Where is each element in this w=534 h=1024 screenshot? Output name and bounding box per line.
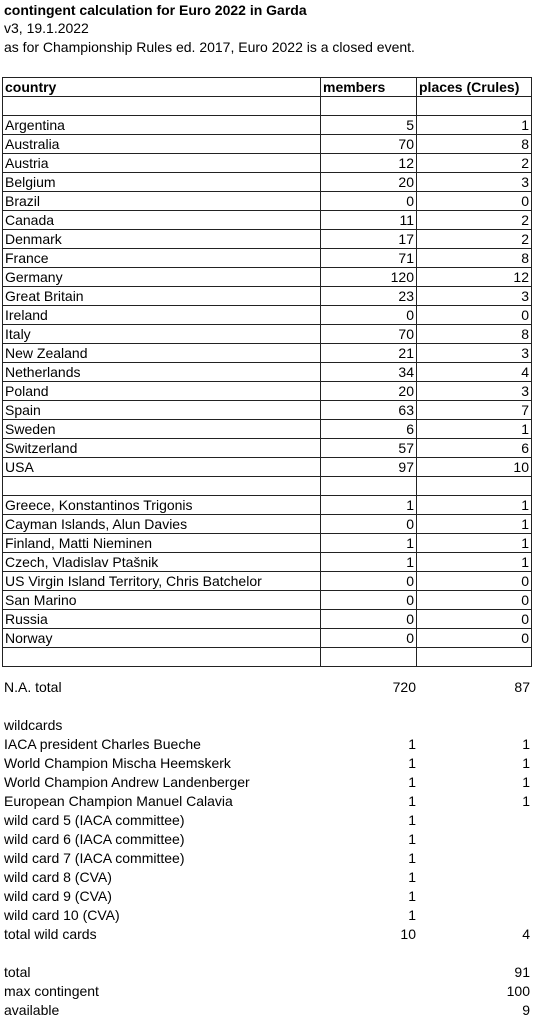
- members-value: 720: [392, 679, 416, 695]
- empty-cell: [417, 97, 532, 116]
- na-total-row: [0, 678, 534, 697]
- contingent-table: [2, 77, 532, 667]
- members-cell: 23: [321, 287, 417, 306]
- table-row: [3, 306, 532, 325]
- wildcard-row: [0, 773, 534, 792]
- members-cell: 20: [321, 173, 417, 192]
- country-cell: Sweden: [3, 420, 321, 439]
- places-value: 87: [514, 679, 530, 695]
- members-cell: 63: [321, 401, 417, 420]
- row-label: N.A. total: [4, 679, 62, 695]
- places-cell: 3: [417, 287, 532, 306]
- members-cell: 5: [321, 116, 417, 135]
- country-cell: Canada: [3, 211, 321, 230]
- table-row: [3, 211, 532, 230]
- wildcard-row: [0, 792, 534, 811]
- places-cell: 4: [417, 363, 532, 382]
- members-cell: 0: [321, 306, 417, 325]
- members-cell: 0: [321, 610, 417, 629]
- col-header-places: places (Crules): [417, 78, 532, 97]
- country-cell: Russia: [3, 610, 321, 629]
- places-cell: 0: [417, 306, 532, 325]
- row-label: World Champion Andrew Landenberger: [4, 774, 250, 790]
- members-cell: 71: [321, 249, 417, 268]
- spacer-row: [3, 97, 532, 116]
- table-row: [3, 382, 532, 401]
- table-row: [3, 439, 532, 458]
- row-label: total: [4, 964, 31, 980]
- members-cell: 120: [321, 268, 417, 287]
- header-row: [3, 78, 532, 97]
- country-cell: Norway: [3, 629, 321, 648]
- places-cell: 10: [417, 458, 532, 477]
- table-row: [3, 496, 532, 515]
- country-cell: Brazil: [3, 192, 321, 211]
- country-cell: Australia: [3, 135, 321, 154]
- table-row: [3, 572, 532, 591]
- members-cell: 57: [321, 439, 417, 458]
- country-cell: Poland: [3, 382, 321, 401]
- country-cell: Argentina: [3, 116, 321, 135]
- country-cell: USA: [3, 458, 321, 477]
- row-label: European Champion Manuel Calavia: [4, 793, 233, 809]
- spacer-row: [3, 648, 532, 667]
- spacer-row: [3, 477, 532, 496]
- country-cell: Switzerland: [3, 439, 321, 458]
- col-header-country: country: [3, 78, 321, 97]
- row-label: wild card 8 (CVA): [4, 869, 112, 885]
- places-value: 9: [522, 1002, 530, 1018]
- row-label: available: [4, 1002, 60, 1018]
- places-cell: 7: [417, 401, 532, 420]
- members-cell: 1: [321, 553, 417, 572]
- country-cell: Italy: [3, 325, 321, 344]
- wildcard-row: [0, 754, 534, 773]
- empty-cell: [3, 648, 321, 667]
- table-row: [3, 230, 532, 249]
- places-value: 1: [522, 774, 530, 790]
- members-value: 1: [408, 907, 416, 923]
- places-cell: 1: [417, 116, 532, 135]
- document-title: contingent calculation for Euro 2022 in Garda: [4, 2, 307, 18]
- places-value: 1: [522, 755, 530, 771]
- table-row: [3, 515, 532, 534]
- places-cell: 12: [417, 268, 532, 287]
- members-value: 1: [408, 812, 416, 828]
- places-value: 100: [506, 983, 530, 999]
- country-cell: Great Britain: [3, 287, 321, 306]
- places-cell: 8: [417, 325, 532, 344]
- places-cell: 1: [417, 553, 532, 572]
- table-row: [3, 325, 532, 344]
- country-cell: New Zealand: [3, 344, 321, 363]
- members-cell: 6: [321, 420, 417, 439]
- table-row: [3, 154, 532, 173]
- country-cell: Greece, Konstantinos Trigonis: [3, 496, 321, 515]
- wildcards-total-row: [0, 925, 534, 944]
- members-cell: 21: [321, 344, 417, 363]
- table-row: [3, 135, 532, 154]
- country-cell: Cayman Islands, Alun Davies: [3, 515, 321, 534]
- wildcard-row: [0, 868, 534, 887]
- col-header-members: members: [321, 78, 417, 97]
- members-value: 1: [408, 869, 416, 885]
- members-cell: 11: [321, 211, 417, 230]
- wildcard-row: [0, 811, 534, 830]
- places-cell: 8: [417, 249, 532, 268]
- table-row: [3, 629, 532, 648]
- members-cell: 34: [321, 363, 417, 382]
- members-cell: 0: [321, 192, 417, 211]
- wildcard-row: [0, 735, 534, 754]
- version-line: v3, 19.1.2022: [4, 20, 89, 36]
- wildcard-row: [0, 887, 534, 906]
- table-row: [3, 458, 532, 477]
- row-label: wild card 9 (CVA): [4, 888, 112, 904]
- rules-note: as for Championship Rules ed. 2017, Euro 2022 is a closed event.: [4, 39, 415, 55]
- wildcard-row: [0, 849, 534, 868]
- table-row: [3, 268, 532, 287]
- table-row: [3, 363, 532, 382]
- members-cell: 97: [321, 458, 417, 477]
- row-label: wild card 7 (IACA committee): [4, 850, 185, 866]
- places-cell: 0: [417, 192, 532, 211]
- places-cell: 8: [417, 135, 532, 154]
- members-value: 1: [408, 736, 416, 752]
- row-label: total wild cards: [4, 926, 97, 942]
- table-row: [3, 192, 532, 211]
- row-label: max contingent: [4, 983, 99, 999]
- members-cell: 12: [321, 154, 417, 173]
- places-cell: 3: [417, 173, 532, 192]
- country-cell: Czech, Vladislav Ptašnik: [3, 553, 321, 572]
- country-cell: San Marino: [3, 591, 321, 610]
- places-cell: 1: [417, 515, 532, 534]
- table-row: [3, 287, 532, 306]
- summary-row: [0, 963, 534, 982]
- places-cell: 2: [417, 154, 532, 173]
- places-cell: 3: [417, 382, 532, 401]
- table-row: [3, 116, 532, 135]
- members-cell: 1: [321, 496, 417, 515]
- summary-row: [0, 1001, 534, 1020]
- places-cell: 6: [417, 439, 532, 458]
- row-label: wild card 6 (IACA committee): [4, 831, 185, 847]
- places-cell: 1: [417, 420, 532, 439]
- country-cell: Denmark: [3, 230, 321, 249]
- empty-cell: [3, 477, 321, 496]
- places-cell: 0: [417, 591, 532, 610]
- row-label: wild card 10 (CVA): [4, 907, 120, 923]
- members-value: 10: [400, 926, 416, 942]
- table-row: [3, 591, 532, 610]
- members-cell: 20: [321, 382, 417, 401]
- row-label: wild card 5 (IACA committee): [4, 812, 185, 828]
- empty-cell: [321, 97, 417, 116]
- totals-section: [0, 678, 534, 1020]
- empty-cell: [321, 648, 417, 667]
- table-row: [3, 401, 532, 420]
- empty-cell: [417, 648, 532, 667]
- table-row: [3, 553, 532, 572]
- empty-cell: [321, 477, 417, 496]
- members-cell: 0: [321, 515, 417, 534]
- places-value: 91: [514, 964, 530, 980]
- country-cell: Finland, Matti Nieminen: [3, 534, 321, 553]
- places-cell: 1: [417, 496, 532, 515]
- places-value: 1: [522, 736, 530, 752]
- places-value: 4: [522, 926, 530, 942]
- country-cell: Spain: [3, 401, 321, 420]
- members-cell: 70: [321, 135, 417, 154]
- blank-line: [0, 697, 534, 716]
- empty-cell: [3, 97, 321, 116]
- members-cell: 70: [321, 325, 417, 344]
- places-value: 1: [522, 793, 530, 809]
- places-cell: 0: [417, 610, 532, 629]
- table-row: [3, 534, 532, 553]
- places-cell: 2: [417, 230, 532, 249]
- country-cell: Austria: [3, 154, 321, 173]
- table-row: [3, 249, 532, 268]
- wildcards-heading: [0, 716, 534, 735]
- wildcard-row: [0, 830, 534, 849]
- blank-line: [0, 944, 534, 963]
- row-label: wildcards: [4, 717, 63, 733]
- table-row: [3, 344, 532, 363]
- country-cell: Germany: [3, 268, 321, 287]
- members-cell: 17: [321, 230, 417, 249]
- table-row: [3, 610, 532, 629]
- members-value: 1: [408, 793, 416, 809]
- country-cell: France: [3, 249, 321, 268]
- empty-cell: [417, 477, 532, 496]
- places-cell: 3: [417, 344, 532, 363]
- country-cell: Ireland: [3, 306, 321, 325]
- members-cell: 0: [321, 591, 417, 610]
- country-cell: US Virgin Island Territory, Chris Batchelor: [3, 572, 321, 591]
- members-value: 1: [408, 888, 416, 904]
- members-value: 1: [408, 774, 416, 790]
- table-row: [3, 420, 532, 439]
- members-cell: 0: [321, 572, 417, 591]
- members-value: 1: [408, 850, 416, 866]
- places-cell: 0: [417, 572, 532, 591]
- members-cell: 0: [321, 629, 417, 648]
- members-value: 1: [408, 831, 416, 847]
- country-cell: Netherlands: [3, 363, 321, 382]
- places-cell: 1: [417, 534, 532, 553]
- places-cell: 2: [417, 211, 532, 230]
- members-cell: 1: [321, 534, 417, 553]
- row-label: World Champion Mischa Heemskerk: [4, 755, 231, 771]
- members-value: 1: [408, 755, 416, 771]
- table-row: [3, 173, 532, 192]
- country-cell: Belgium: [3, 173, 321, 192]
- wildcard-row: [0, 906, 534, 925]
- row-label: IACA president Charles Bueche: [4, 736, 201, 752]
- places-cell: 0: [417, 629, 532, 648]
- summary-row: [0, 982, 534, 1001]
